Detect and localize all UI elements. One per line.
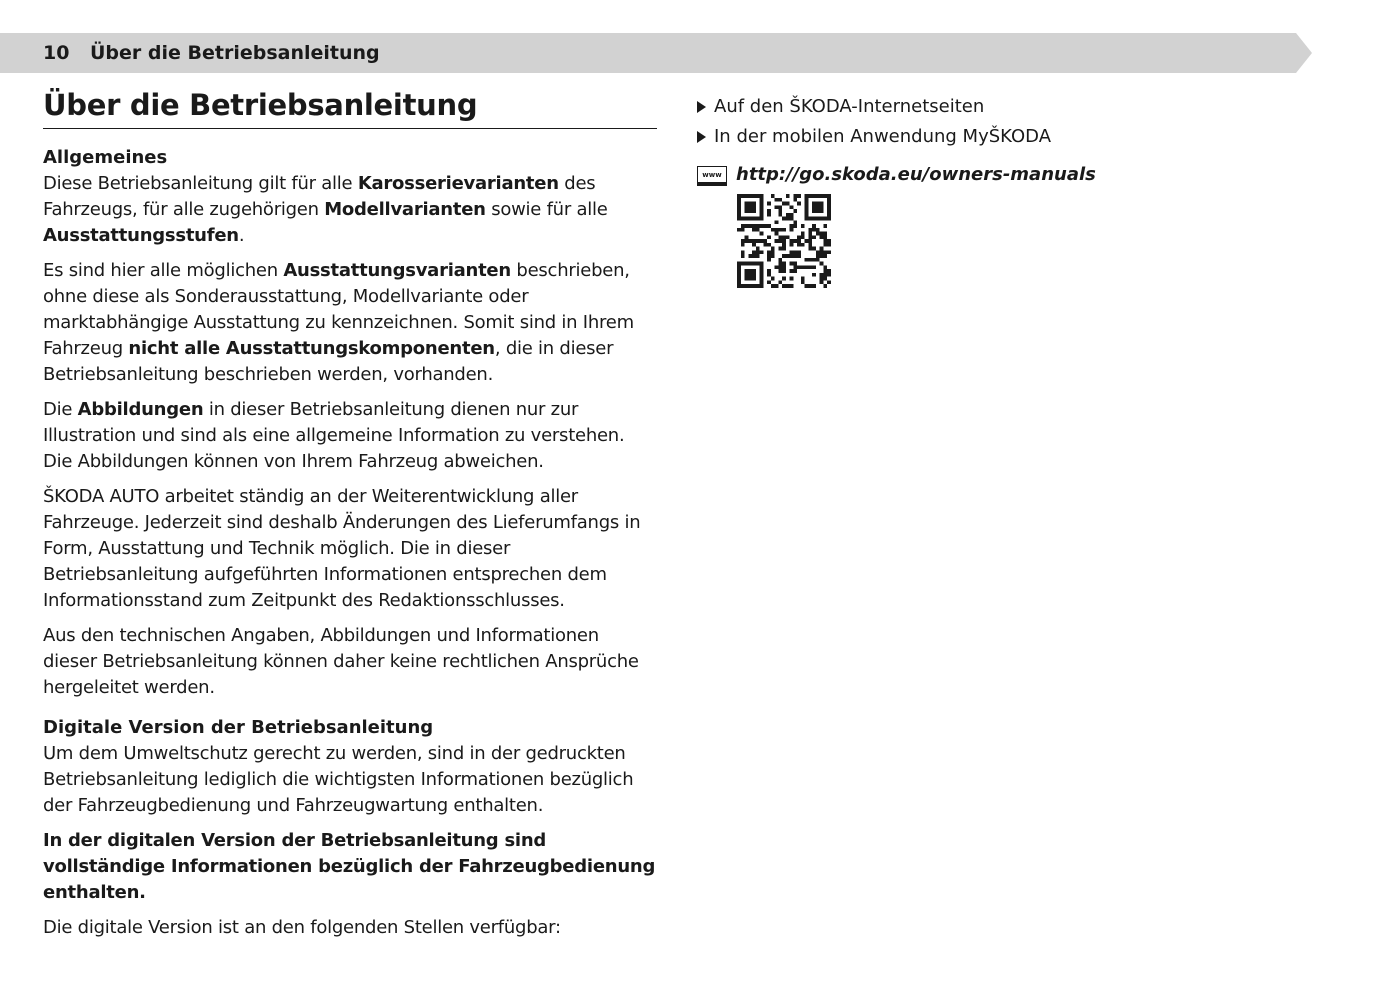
emphasis-text: Abbildungen [77, 399, 204, 420]
list-item [697, 92, 1317, 122]
paragraph-bold: In der digitalen Version der Betriebsanleitung sind vollständige Informationen bezüglich der Fahrzeugbedienung enthalten. [43, 830, 656, 903]
paragraph [43, 397, 657, 475]
text-run: , die in dieser Betriebsanleitung beschrieben werden, vorhanden. [43, 338, 614, 385]
text-run: sowie für alle [485, 199, 608, 220]
section-general [43, 145, 657, 701]
emphasis-text: Ausstattungsstufen [43, 225, 239, 246]
www-icon: www [697, 166, 727, 186]
paragraph [43, 171, 657, 249]
text-run: des Fahrzeugs, für alle zugehörigen [43, 173, 596, 220]
triangle-bullet-icon [697, 131, 706, 143]
section-digital-version [43, 715, 657, 941]
paragraph: Aus den technischen Angaben, Abbildungen und Informationen dieser Betriebsanleitung können daher keine rechtlichen Ansprüche hergeleitet werden. [43, 625, 639, 698]
triangle-bullet-icon [697, 101, 706, 113]
paragraph: Um dem Umweltschutz gerecht zu werden, sind in der gedruckten Betriebsanleitung lediglich die wichtigsten Informationen bezüglich der Fahrzeugbedienung und Fahrzeugwartung enthalten. [43, 743, 634, 816]
text-run: . [238, 225, 245, 246]
owners-manual-link[interactable]: http://go.skoda.eu/owners-manuals [736, 163, 1096, 185]
emphasis-text: nicht alle Ausstattungskomponenten [128, 338, 495, 359]
url-row [697, 162, 1317, 186]
text-run: beschrieben, ohne diese als Sonderausstattung, Modellvariante oder marktabhängige Ausstattung zu kennzeichnen. Somit sind in Ihrem Fahrzeug [43, 260, 634, 359]
list-item-text: In der mobilen Anwendung MyŠKODA [714, 126, 1052, 147]
page-number: 10 [43, 42, 70, 64]
qr-code-icon [737, 194, 831, 288]
page-title: Über die Betriebsanleitung [43, 88, 657, 129]
main-column [43, 88, 657, 950]
emphasis-text: Ausstattungsvarianten [283, 260, 511, 281]
list-item-text: Auf den ŠKODA-Internetseiten [714, 96, 985, 117]
section-heading: Digitale Version der Betriebsanleitung [43, 717, 434, 738]
text-run: Diese Betriebsanleitung gilt für alle [43, 173, 358, 194]
emphasis-text: Karosserievarianten [357, 173, 559, 194]
section-heading: Allgemeines [43, 147, 168, 168]
emphasis-text: Modellvarianten [324, 199, 486, 220]
paragraph: ŠKODA AUTO arbeitet ständig an der Weiterentwicklung aller Fahrzeuge. Jederzeit sind deshalb Änderungen des Lieferumfangs in Form, Ausstattung und Technik möglich. Die in dieser Betriebsanleitung aufgeführten Informationen entsprechen dem Informationsstand zum Zeitpunkt des Redaktionsschlusses. [43, 486, 641, 611]
paragraph [43, 258, 657, 388]
header-title: Über die Betriebsanleitung [90, 42, 380, 64]
list-item [697, 122, 1317, 152]
text-run: Es sind hier alle möglichen [43, 260, 284, 281]
paragraph: Die digitale Version ist an den folgenden Stellen verfügbar: [43, 917, 561, 938]
text-run: Die [43, 399, 78, 420]
right-column [697, 92, 1317, 292]
text-run: in dieser Betriebsanleitung dienen nur zur Illustration und sind als eine allgemeine Information zu verstehen. Die Abbildungen können von Ihrem Fahrzeug abweichen. [43, 399, 625, 472]
